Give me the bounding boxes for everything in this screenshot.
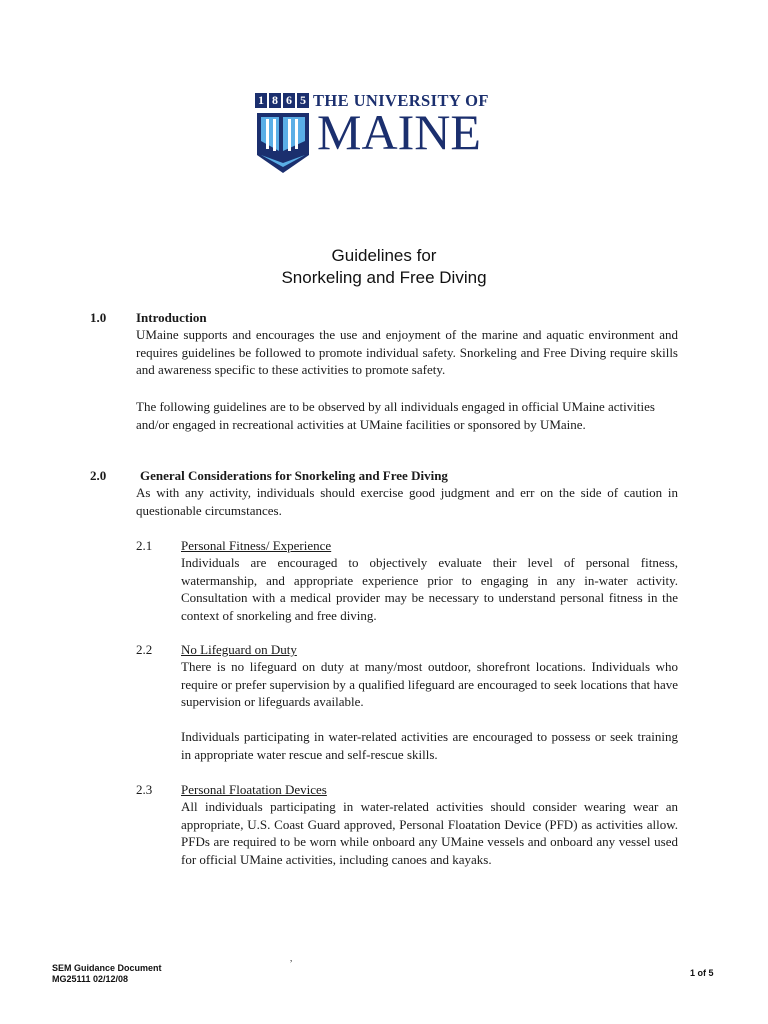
document-title-line2: Snorkeling and Free Diving (281, 268, 487, 287)
subsection-paragraph: All individuals participating in water-related activities should consider wearing wear an appropriate, U.S. Coast Guard approved, Personal Floatation Device (PFD) as activities allow. PFDs are required to be worn while onboard any UMaine vessels and onboard any vessel used for official UMaine activities, including canoes and kayaks. (181, 799, 678, 867)
subsection-heading: No Lifeguard on Duty (181, 642, 297, 657)
subsection-number: 2.1 (136, 538, 153, 553)
subsection-heading: Personal Fitness/ Experience (181, 538, 332, 553)
shield-icon (255, 111, 311, 175)
subsection-heading: Personal Floatation Devices (181, 782, 327, 797)
logo-year-digit: 8 (269, 93, 281, 108)
logo-university-text: THE UNIVERSITY OF (313, 91, 489, 110)
logo-maine-text: MAINE (317, 104, 481, 160)
subsection-paragraph: Individuals are encouraged to objectively evaluate their level of personal fitness, watermanship, and appropriate experience prior to engaging in any in-water activity. Consultation with a medical provider may be necessary to understand personal fitness in the context of snorkeling and free diving. (181, 555, 678, 623)
section-number: 2.0 (90, 468, 107, 483)
subsection-number: 2.3 (136, 782, 153, 797)
logo-year (255, 93, 309, 108)
page-number: 1 of 5 (690, 968, 714, 978)
university-logo (255, 93, 517, 175)
footer-mark: , (290, 953, 293, 963)
section-paragraph: UMaine supports and encourages the use and enjoyment of the marine and aquatic environment and requires guidelines be followed to promote individual safety. Snorkeling and Free Diving require skills and awareness specific to these activities to promote safety. (136, 327, 678, 377)
subsection-paragraph: There is no lifeguard on duty at many/most outdoor, shorefront locations. Individuals who require or prefer supervision by a qualified lifeguard are encouraged to seek locations that have supervision or lifeguards available. (181, 659, 678, 709)
subsection-paragraph: Individuals participating in water-related activities are encouraged to possess or seek training in appropriate water rescue and self-rescue skills. (181, 729, 678, 762)
footer-doc-type: SEM Guidance Document (52, 963, 162, 973)
subsection-number: 2.2 (136, 642, 153, 657)
logo-year-digit: 5 (297, 93, 309, 108)
section-number: 1.0 (90, 310, 107, 325)
section-heading: Introduction (136, 310, 207, 325)
section-paragraph: The following guidelines are to be observed by all individuals engaged in official UMaine activities and/or engaged in recreational activities at UMaine facilities or sponsored by UMaine. (136, 399, 655, 432)
logo-year-digit: 1 (255, 93, 267, 108)
footer-doc-id: MG25111 02/12/08 (52, 974, 129, 984)
section-heading: General Considerations for Snorkeling and Free Diving (140, 468, 448, 483)
document-title-line1: Guidelines for (331, 246, 437, 265)
section-paragraph: As with any activity, individuals should exercise good judgment and err on the side of caution in questionable circumstances. (136, 485, 678, 518)
logo-year-digit: 6 (283, 93, 295, 108)
